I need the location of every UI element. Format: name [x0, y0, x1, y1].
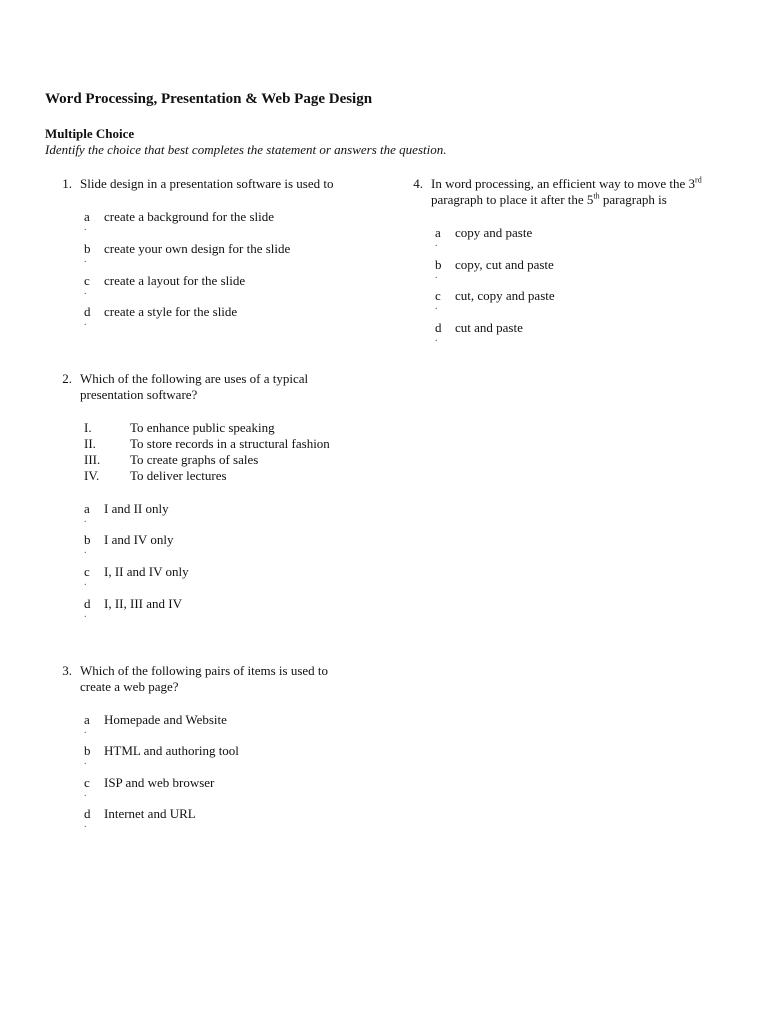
statement-number: III. [84, 452, 101, 467]
question-2 [52, 371, 392, 405]
ordinal-suffix: rd [695, 175, 702, 185]
question-line-2-text: paragraph to place it after the 5 [431, 192, 594, 207]
choice-letter: b [84, 532, 91, 547]
question-number: 1. [62, 176, 72, 191]
choice-dot: . [84, 286, 87, 297]
choice-dot: . [84, 609, 87, 620]
choice-dot: . [84, 514, 87, 525]
question-number: 2. [62, 371, 72, 386]
choice-letter: c [435, 288, 441, 303]
statement-text: To deliver lectures [130, 468, 227, 483]
choice-dot: . [84, 545, 87, 556]
question-4 [403, 176, 753, 210]
choice-text: I, II, III and IV [104, 596, 182, 611]
choice-text: I and IV only [104, 532, 174, 547]
question-line-1-text: In word processing, an efficient way to move the 3 [431, 176, 696, 191]
choice-text: I and II only [104, 501, 169, 516]
choice-letter: c [84, 564, 90, 579]
choice-letter: a [84, 501, 90, 516]
choice-text: create a style for the slide [104, 304, 238, 319]
statement-text: To enhance public speaking [130, 420, 275, 435]
choice-text: create a layout for the slide [104, 273, 246, 288]
choice-letter: d [84, 806, 91, 821]
statement-number: IV. [84, 468, 100, 483]
choice-text: create your own design for the slide [104, 241, 291, 256]
choice-dot: . [435, 270, 438, 281]
document-title: Word Processing, Presentation & Web Page Design [45, 91, 373, 107]
choice-text: cut and paste [455, 320, 523, 335]
choice-letter: d [435, 320, 442, 335]
choice-text: cut, copy and paste [455, 288, 555, 303]
choice-letter: c [84, 775, 90, 790]
statement-text: To create graphs of sales [130, 452, 259, 467]
choice-dot: . [435, 301, 438, 312]
question-line-2 [431, 192, 667, 207]
choice-letter: b [84, 241, 91, 256]
section-heading: Multiple Choice [45, 126, 135, 141]
question-1 [52, 176, 392, 196]
choice-dot: . [84, 788, 87, 799]
choice-letter: d [84, 304, 91, 319]
choice-letter: a [84, 209, 90, 224]
question-text [80, 663, 328, 695]
ordinal-suffix: th [593, 191, 600, 201]
question-number: 3. [62, 663, 72, 678]
choice-dot: . [435, 238, 438, 249]
choice-dot: . [84, 725, 87, 736]
choice-text: copy, cut and paste [455, 257, 554, 272]
choice-dot: . [435, 333, 438, 344]
statement-text: To store records in a structural fashion [130, 436, 330, 451]
choice-dot: . [84, 819, 87, 830]
statement-number: II. [84, 436, 96, 451]
choice-text: copy and paste [455, 225, 533, 240]
choice-letter: b [84, 743, 91, 758]
choice-letter: d [84, 596, 91, 611]
question-text [431, 176, 702, 208]
choice-text: I, II and IV only [104, 564, 189, 579]
choice-dot: . [84, 254, 87, 265]
choice-text: HTML and authoring tool [104, 743, 239, 758]
choice-letter: a [84, 712, 90, 727]
choice-dot: . [84, 756, 87, 767]
question-number: 4. [413, 176, 423, 191]
choice-text: ISP and web browser [104, 775, 215, 790]
choice-text: Homepade and Website [104, 712, 227, 727]
choice-letter: b [435, 257, 442, 272]
question-text [80, 371, 308, 403]
choice-text: create a background for the slide [104, 209, 275, 224]
instructions: Identify the choice that best completes the statement or answers the question. [45, 142, 447, 157]
question-line-1: Which of the following are uses of a typical [80, 371, 309, 386]
question-line-1 [431, 176, 702, 191]
choice-letter: a [435, 225, 441, 240]
choice-letter: c [84, 273, 90, 288]
statement-number: I. [84, 420, 92, 435]
choice-dot: . [84, 222, 87, 233]
choice-text: Internet and URL [104, 806, 196, 821]
question-line-1: Which of the following pairs of items is used to [80, 663, 329, 678]
question-line-2: presentation software? [80, 387, 198, 402]
question-text: Slide design in a presentation software is used to [80, 176, 334, 191]
question-line-2: create a web page? [80, 679, 179, 694]
choice-dot: . [84, 317, 87, 328]
question-3 [52, 663, 392, 697]
choice-dot: . [84, 577, 87, 588]
question-line-2-end: paragraph is [599, 192, 667, 207]
